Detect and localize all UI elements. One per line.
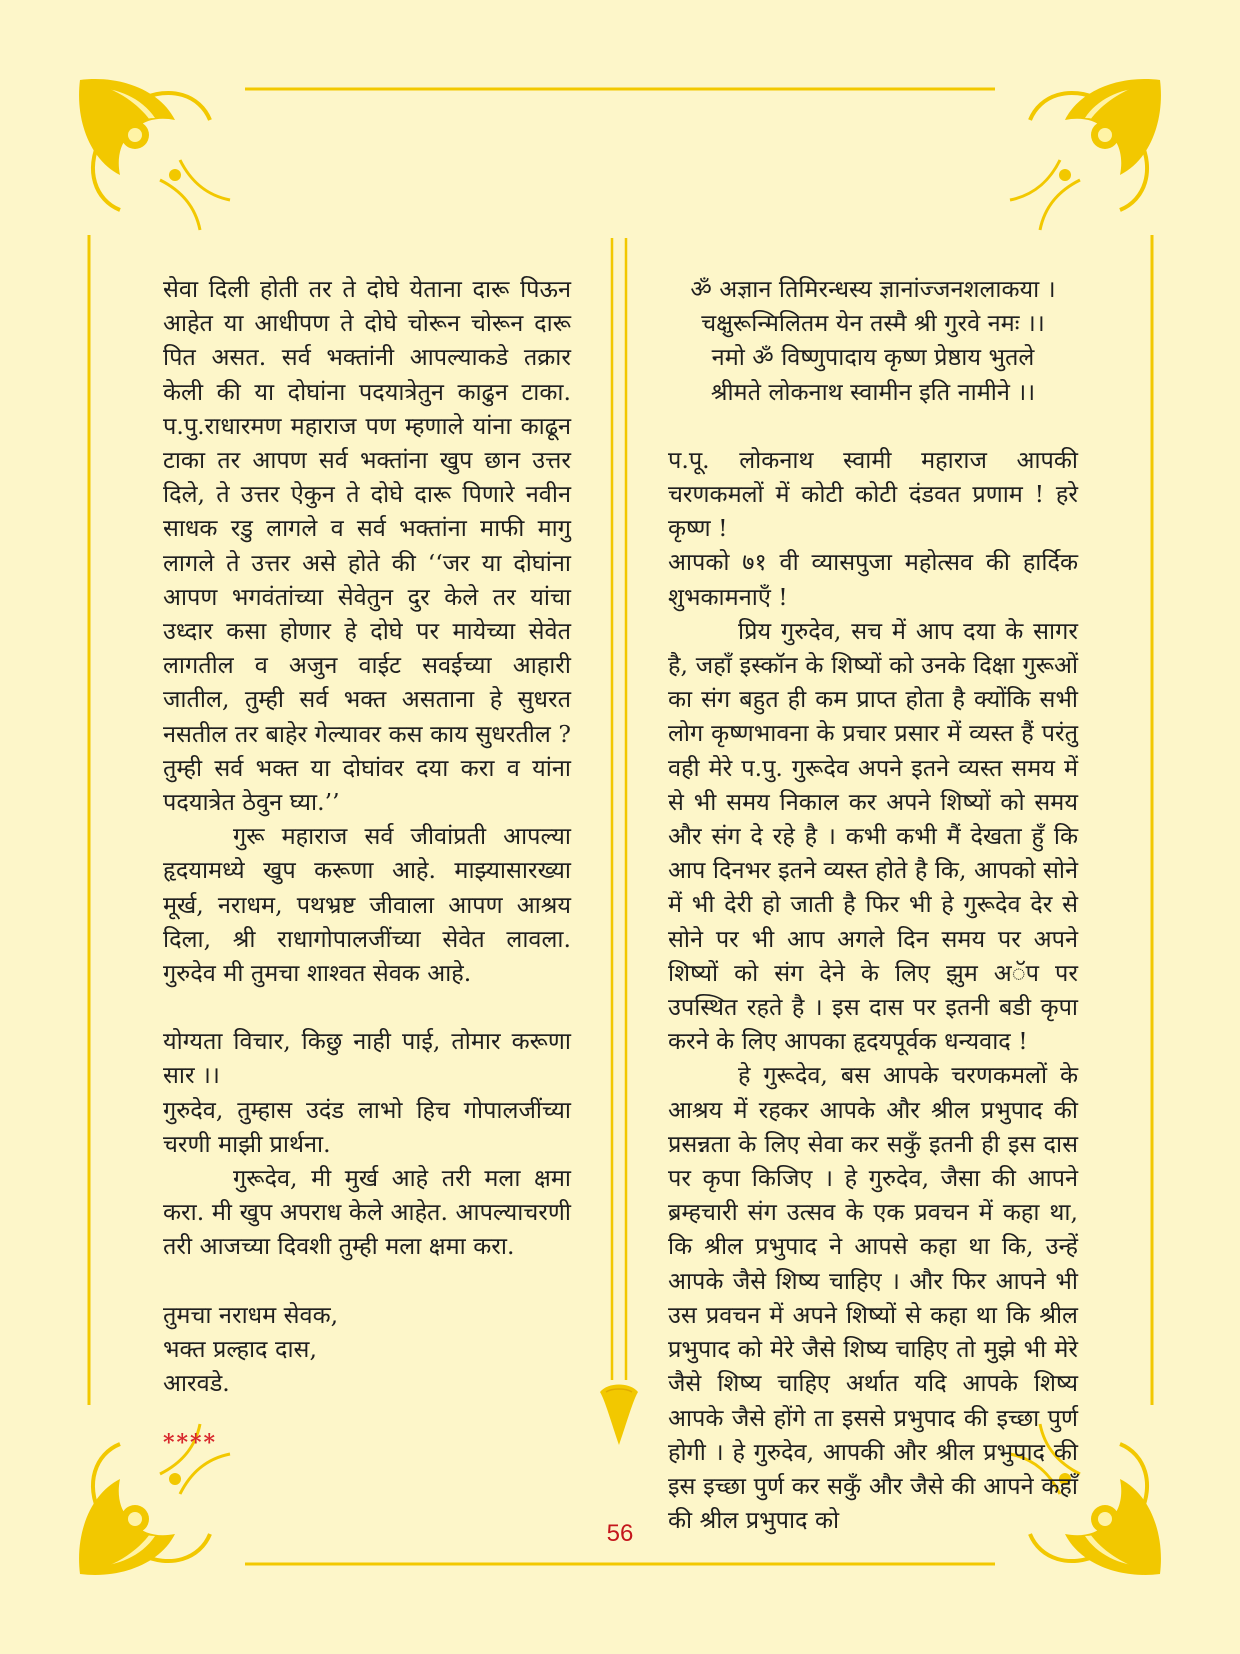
signature-line-2: भक्त प्रल्हाद दास, [163,1334,317,1363]
left-paragraph-1: सेवा दिली होती तर ते दोघे येताना दारू पिऊन आहेत या आधीपण ते दोघे चोरून चोरून दारू पित असत. सर्व भक्तांनी आपल्याकडे तक्रार केली की या दोघांना पदयात्रेतुन काढुन टाका. प.पु.राधारमण महाराज पण म्हणाले यांना काढून टाका तर आपण सर्व भक्तांना खुप छान उत्तर दिले, ते उत्तर ऐकुन ते दोघे दारू पिणारे नवीन साधक रडु लागले व सर्व भक्तांना माफी मागु लागले ते उत्तर असे होते की ‘‘जर या दोघांना आपण भगवंतांच्या सेवेतुन दुर केले तर यांचा उध्दार कसा होणार हे दोघे पर मायेच्या सेवेत लागतील व अजुन वाईट सवईच्या आहारी जातील, तुम्ही सर्व भक्त असताना हे सुधरत नसतील तर बाहेर गेल्यावर कस काय सुधरतील ? तुम्ही सर्व भक्त या दोघांवर दया करा व यांना पदयात्रेत ठेवुन घ्या.’’ [163,275,571,817]
left-paragraph-apology: गुरूदेव, मी मुर्ख आहे तरी मला क्षमा करा. मी खुप अपराध केले आहेत. आपल्याचरणी तरी आजच्या दिवशी तुम्ही मला क्षमा करा. [163,1164,571,1261]
verse-line-3: नमो ॐ विष्णुपादाय कृष्ण प्रेष्ठाय भुतले [711,343,1035,372]
right-paragraph-1: प.पू. लोकनाथ स्वामी महाराज आपकी चरणकमलों में कोटी कोटी दंडवत प्रणाम ! हरे कृष्ण ! [668,445,1078,543]
left-paragraph-prayer: गुरुदेव, तुम्हास उदंड लाभो हिच गोपालजींच्या चरणी माझी प्रार्थना. [163,1095,571,1158]
page-number: 56 [606,1520,634,1547]
left-verse-line: योग्यता विचार, किछु नाही पाई, तोमार करूणा सार ।। [163,1027,571,1090]
section-end-stars: **** [163,1430,218,1457]
verse-line-4: श्रीमते लोकनाथ स्वामीन इति नामीने ।। [710,377,1036,406]
right-paragraph-2: आपको ७१ वी व्यासपुजा महोत्सव की हार्दिक शुभकामनाएँ ! [668,548,1078,611]
right-paragraph-3: प्रिय गुरुदेव, सच में आप दया के सागर है, जहाँ इस्कॉन के शिष्यों को उनके दिक्षा गुरूओं का संग बहुत ही कम प्राप्त होता है क्योंकि सभी लोग कृष्णभावना के प्रचार प्रसार में व्यस्त हैं परंतु वही मेरे प.पु. गुरूदेव अपने इतने व्यस्त समय में से भी समय निकाल कर अपने शिष्यों को समय और संग दे रहे है । कभी कभी मैं देखता हुँ कि आप दिनभर इतने व्यस्त होते है कि, आपको सोने में भी देरी हो जाती है फिर भी हे गुरूदेव देर से सोने पर भी आप अगले दिन समय पर अपने शिष्यों को संग देने के लिए झुम अॅप पर उपस्थित रहते है । इस दास पर इतनी बडी कृपा करने के लिए आपका हृदयपूर्वक धन्यवाद ! [668,616,1078,1056]
left-paragraph-2: गुरू महाराज सर्व जीवांप्रती आपल्या हृदयामध्ये खुप करूणा आहे. माझ्यासारख्या मूर्ख, नराधम, पथभ्रष्ट जीवाला आपण आश्रय दिला, श्री राधागोपालजींच्या सेवेत लावला. गुरुदेव मी तुमचा शाश्वत सेवक आहे. [163,822,571,988]
signature-line-1: तुमचा नराधम सेवक, [163,1300,339,1329]
verse-line-1: ॐ अज्ञान तिमिरन्धस्य ज्ञानांज्जनशलाकया । [690,275,1056,303]
signature-line-3: आरवडे. [163,1369,230,1398]
right-paragraph-4: हे गुरूदेव, बस आपके चरणकमलों के आश्रय में रहकर आपके और श्रील प्रभुपाद की प्रसन्नता के लिए सेवा कर सकुँ इतनी ही इस दास पर कृपा किजिए । हे गुरुदेव, जैसा की आपने ब्रम्हचारी संग उत्सव के एक प्रवचन में कहा था, कि श्रील प्रभुपाद ने आपसे कहा था कि, उन्हें आपके जैसे शिष्य चाहिए । और फिर आपने भी उस प्रवचन में अपने शिष्यों से कहा था कि श्रील प्रभुपाद को मेरे जैसे शिष्य चाहिए तो मुझे भी मेरे जैसे शिष्य चाहिए अर्थात यदि आपके शिष्य आपके जैसे होंगे ता इससे प्रभुपाद की इच्छा पुर्ण होगी । हे गुरुदेव, आपकी और श्रील प्रभुपाद की इस इच्छा पुर्ण कर सकुँ और जैसे की आपने कहाँ की श्रील प्रभुपाद को [668,1061,1078,1535]
left-column [163,272,571,1461]
right-column [668,272,1078,1537]
verse-line-2: चक्षुरून्मिलितम येन तस्मै श्री गुरवे नमः ।। [701,309,1045,338]
